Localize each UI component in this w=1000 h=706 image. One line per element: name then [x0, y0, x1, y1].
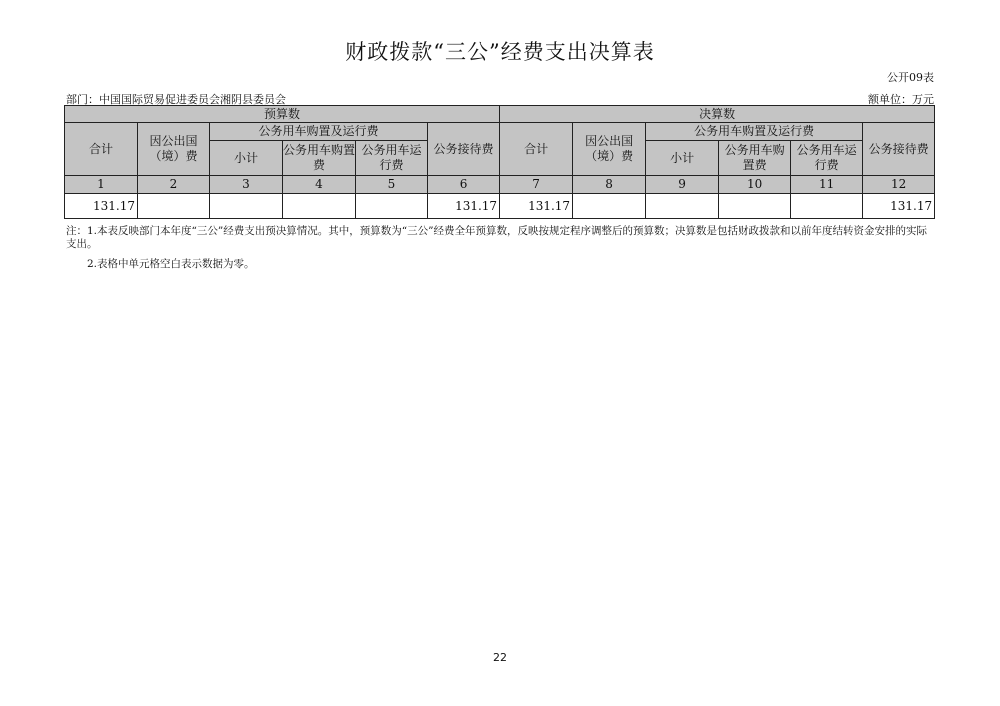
column-index: 9: [646, 176, 719, 194]
column-index: 10: [719, 176, 791, 194]
budget-total-value: 131.17: [65, 194, 138, 219]
final-vehicle-operation-header: 公务用车运行费: [791, 141, 863, 176]
budget-group-header: 预算数: [65, 106, 500, 123]
budget-total-header: 合计: [65, 123, 138, 176]
final-vehicle-purchase-value: [719, 194, 791, 219]
expenditure-table: [64, 105, 935, 219]
budget-vehicle-operation-value: [356, 194, 428, 219]
column-index: 5: [356, 176, 428, 194]
budget-vehicle-purchase-header: 公务用车购置费: [283, 141, 356, 176]
table-header-row: [65, 123, 935, 141]
final-vehicle-purchase-header: 公务用车购置费: [719, 141, 791, 176]
budget-abroad-value: [138, 194, 210, 219]
final-reception-value: 131.17: [863, 194, 935, 219]
column-index: 8: [573, 176, 646, 194]
final-vehicle-group-header: 公务用车购置及运行费: [646, 123, 863, 141]
page-title: 财政拨款“三公”经费支出决算表: [345, 40, 655, 64]
budget-reception-value: 131.17: [428, 194, 500, 219]
column-index: 4: [283, 176, 356, 194]
column-index: 6: [428, 176, 500, 194]
column-index: 11: [791, 176, 863, 194]
table-row: [65, 194, 935, 219]
column-index: 12: [863, 176, 935, 194]
column-index: 7: [500, 176, 573, 194]
budget-subtotal-value: [210, 194, 283, 219]
column-index-row: [65, 176, 935, 194]
final-reception-header: 公务接待费: [863, 123, 935, 176]
form-code: 公开09表: [887, 71, 934, 84]
footnote-1: 注：1.本表反映部门本年度“三公”经费支出预决算情况。其中，预算数为“三公”经费全年预算数，反映按规定程序调整后的预算数；决算数是包括财政拨款和以前年度结转资金安排的实际支出。: [66, 225, 927, 250]
column-index: 3: [210, 176, 283, 194]
budget-vehicle-purchase-value: [283, 194, 356, 219]
column-index: 2: [138, 176, 210, 194]
final-subtotal-header: 小计: [646, 141, 719, 176]
budget-vehicle-group-header: 公务用车购置及运行费: [210, 123, 428, 141]
column-index: 1: [65, 176, 138, 194]
table-header-row: [65, 106, 935, 123]
department-label: 部门：中国国际贸易促进委员会湘阴县委员会: [66, 93, 286, 106]
final-vehicle-operation-value: [791, 194, 863, 219]
footnote-2: 2.表格中单元格空白表示数据为零。: [87, 258, 255, 270]
budget-vehicle-operation-header: 公务用车运行费: [356, 141, 428, 176]
budget-abroad-header: 因公出国（境）费: [138, 123, 210, 176]
final-group-header: 决算数: [500, 106, 935, 123]
final-total-header: 合计: [500, 123, 573, 176]
final-total-value: 131.17: [500, 194, 573, 219]
final-subtotal-value: [646, 194, 719, 219]
page-number: 22: [493, 651, 507, 664]
budget-subtotal-header: 小计: [210, 141, 283, 176]
budget-reception-header: 公务接待费: [428, 123, 500, 176]
unit-label: 额单位：万元: [868, 93, 934, 106]
final-abroad-value: [573, 194, 646, 219]
final-abroad-header: 因公出国（境）费: [573, 123, 646, 176]
